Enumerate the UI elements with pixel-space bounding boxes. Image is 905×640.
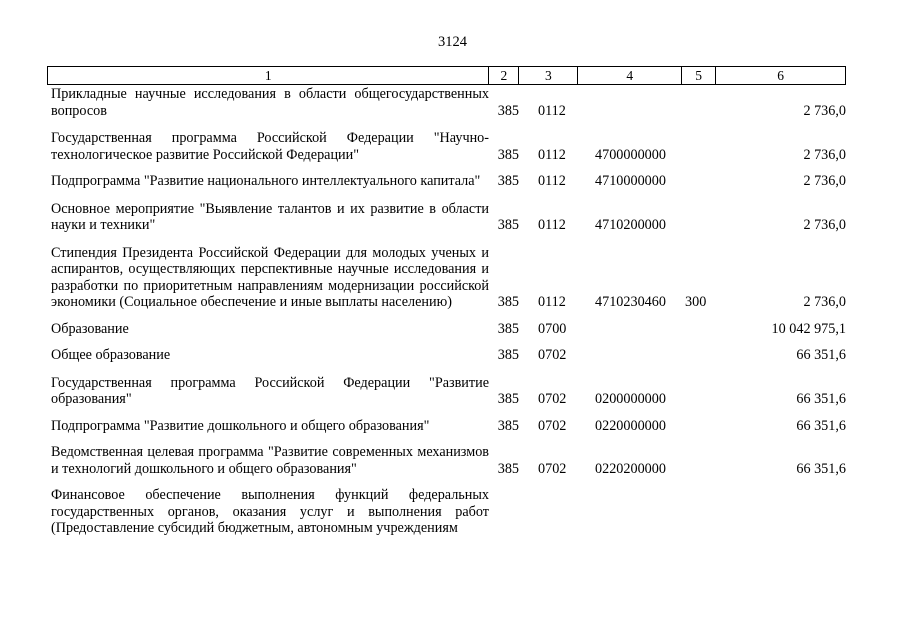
header-col-1: 1 bbox=[48, 67, 489, 84]
row-ministry-code: 385 bbox=[497, 146, 519, 163]
row-name: Основное мероприятие "Выявление талантов и их развитие в области науки и техники" bbox=[51, 200, 489, 233]
row-amount: 10 042 975,1 bbox=[771, 320, 846, 337]
row-name: Образование bbox=[51, 320, 129, 337]
table-header bbox=[47, 66, 846, 85]
page-number: 3124 bbox=[438, 34, 467, 50]
row-section-code: 0702 bbox=[538, 347, 567, 363]
table-row bbox=[47, 245, 846, 311]
row-section-code: 0112 bbox=[538, 173, 566, 189]
row-target-code: 4700000000 bbox=[595, 146, 666, 163]
row-target-code: 0220000000 bbox=[595, 417, 666, 434]
header-col-5: 5 bbox=[682, 67, 716, 84]
header-col-4: 4 bbox=[578, 67, 682, 84]
row-name: Государственная программа Российской Федерации "Научно-технологическое развитие Российской Федерации" bbox=[51, 130, 489, 163]
row-section-code: 0702 bbox=[538, 460, 567, 477]
row-target-code: 4710230460 bbox=[595, 294, 666, 310]
row-amount: 2 736,0 bbox=[803, 102, 846, 119]
table-row bbox=[47, 86, 846, 119]
row-name: Подпрограмма "Развитие дошкольного и общего образования" bbox=[51, 417, 430, 434]
row-ministry-code: 385 bbox=[497, 217, 519, 233]
row-name: Финансовое обеспечение выполнения функций федеральных государственных органов, оказания услуг и выполнения работ (Предоставление субсидий бюджетным, автономным учреждениям bbox=[51, 487, 489, 536]
header-col-3: 3 bbox=[519, 67, 578, 84]
row-amount: 66 351,6 bbox=[796, 460, 846, 477]
row-target-code: 0220200000 bbox=[595, 460, 666, 477]
row-section-code: 0112 bbox=[538, 294, 566, 310]
row-amount: 2 736,0 bbox=[803, 294, 846, 310]
row-ministry-code: 385 bbox=[497, 417, 519, 434]
row-amount: 66 351,6 bbox=[796, 417, 846, 434]
row-name: Прикладные научные исследования в области общегосударственных вопросов bbox=[51, 86, 489, 119]
row-name: Государственная программа Российской Федерации "Развитие образования" bbox=[51, 374, 489, 407]
row-ministry-code: 385 bbox=[497, 460, 519, 477]
row-ministry-code: 385 bbox=[497, 173, 519, 189]
row-ministry-code: 385 bbox=[497, 391, 519, 407]
row-ministry-code: 385 bbox=[497, 320, 519, 337]
row-amount: 2 736,0 bbox=[803, 146, 846, 163]
row-ministry-code: 385 bbox=[497, 102, 519, 119]
table-row bbox=[47, 444, 846, 477]
table-row bbox=[47, 321, 846, 338]
header-col-2: 2 bbox=[489, 67, 519, 84]
row-section-code: 0112 bbox=[538, 146, 566, 163]
table-row bbox=[47, 375, 846, 408]
row-target-code: 0200000000 bbox=[595, 391, 666, 407]
table-row bbox=[47, 487, 846, 537]
table-row bbox=[47, 201, 846, 234]
row-amount: 66 351,6 bbox=[796, 347, 846, 363]
row-section-code: 0112 bbox=[538, 102, 566, 119]
row-expense-type: 300 bbox=[685, 294, 707, 310]
row-ministry-code: 385 bbox=[497, 294, 519, 310]
row-ministry-code: 385 bbox=[497, 347, 519, 363]
table-row bbox=[47, 347, 846, 364]
row-name: Подпрограмма "Развитие национального интеллектуального капитала" bbox=[51, 173, 481, 189]
table-row bbox=[47, 130, 846, 163]
row-section-code: 0702 bbox=[538, 417, 567, 434]
row-target-code: 4710200000 bbox=[595, 217, 666, 233]
row-amount: 2 736,0 bbox=[803, 173, 846, 189]
row-name: Стипендия Президента Российской Федерации для молодых ученых и аспирантов, осуществляющих перспективные научные исследования и разработки по приоритетным направлениям модернизации российской экономики (Социальное обеспечение и иные выплаты населению) bbox=[51, 244, 489, 310]
table-row bbox=[47, 173, 846, 190]
row-amount: 2 736,0 bbox=[803, 217, 846, 233]
row-name: Общее образование bbox=[51, 347, 171, 363]
row-amount: 66 351,6 bbox=[796, 391, 846, 407]
header-col-6: 6 bbox=[716, 67, 846, 84]
row-target-code: 4710000000 bbox=[595, 173, 666, 189]
table-row bbox=[47, 418, 846, 435]
row-name: Ведомственная целевая программа "Развитие современных механизмов и технологий дошкольного и общего образования" bbox=[51, 444, 489, 477]
row-section-code: 0112 bbox=[538, 217, 566, 233]
row-section-code: 0700 bbox=[538, 320, 567, 337]
budget-table bbox=[47, 66, 846, 537]
row-section-code: 0702 bbox=[538, 391, 567, 407]
